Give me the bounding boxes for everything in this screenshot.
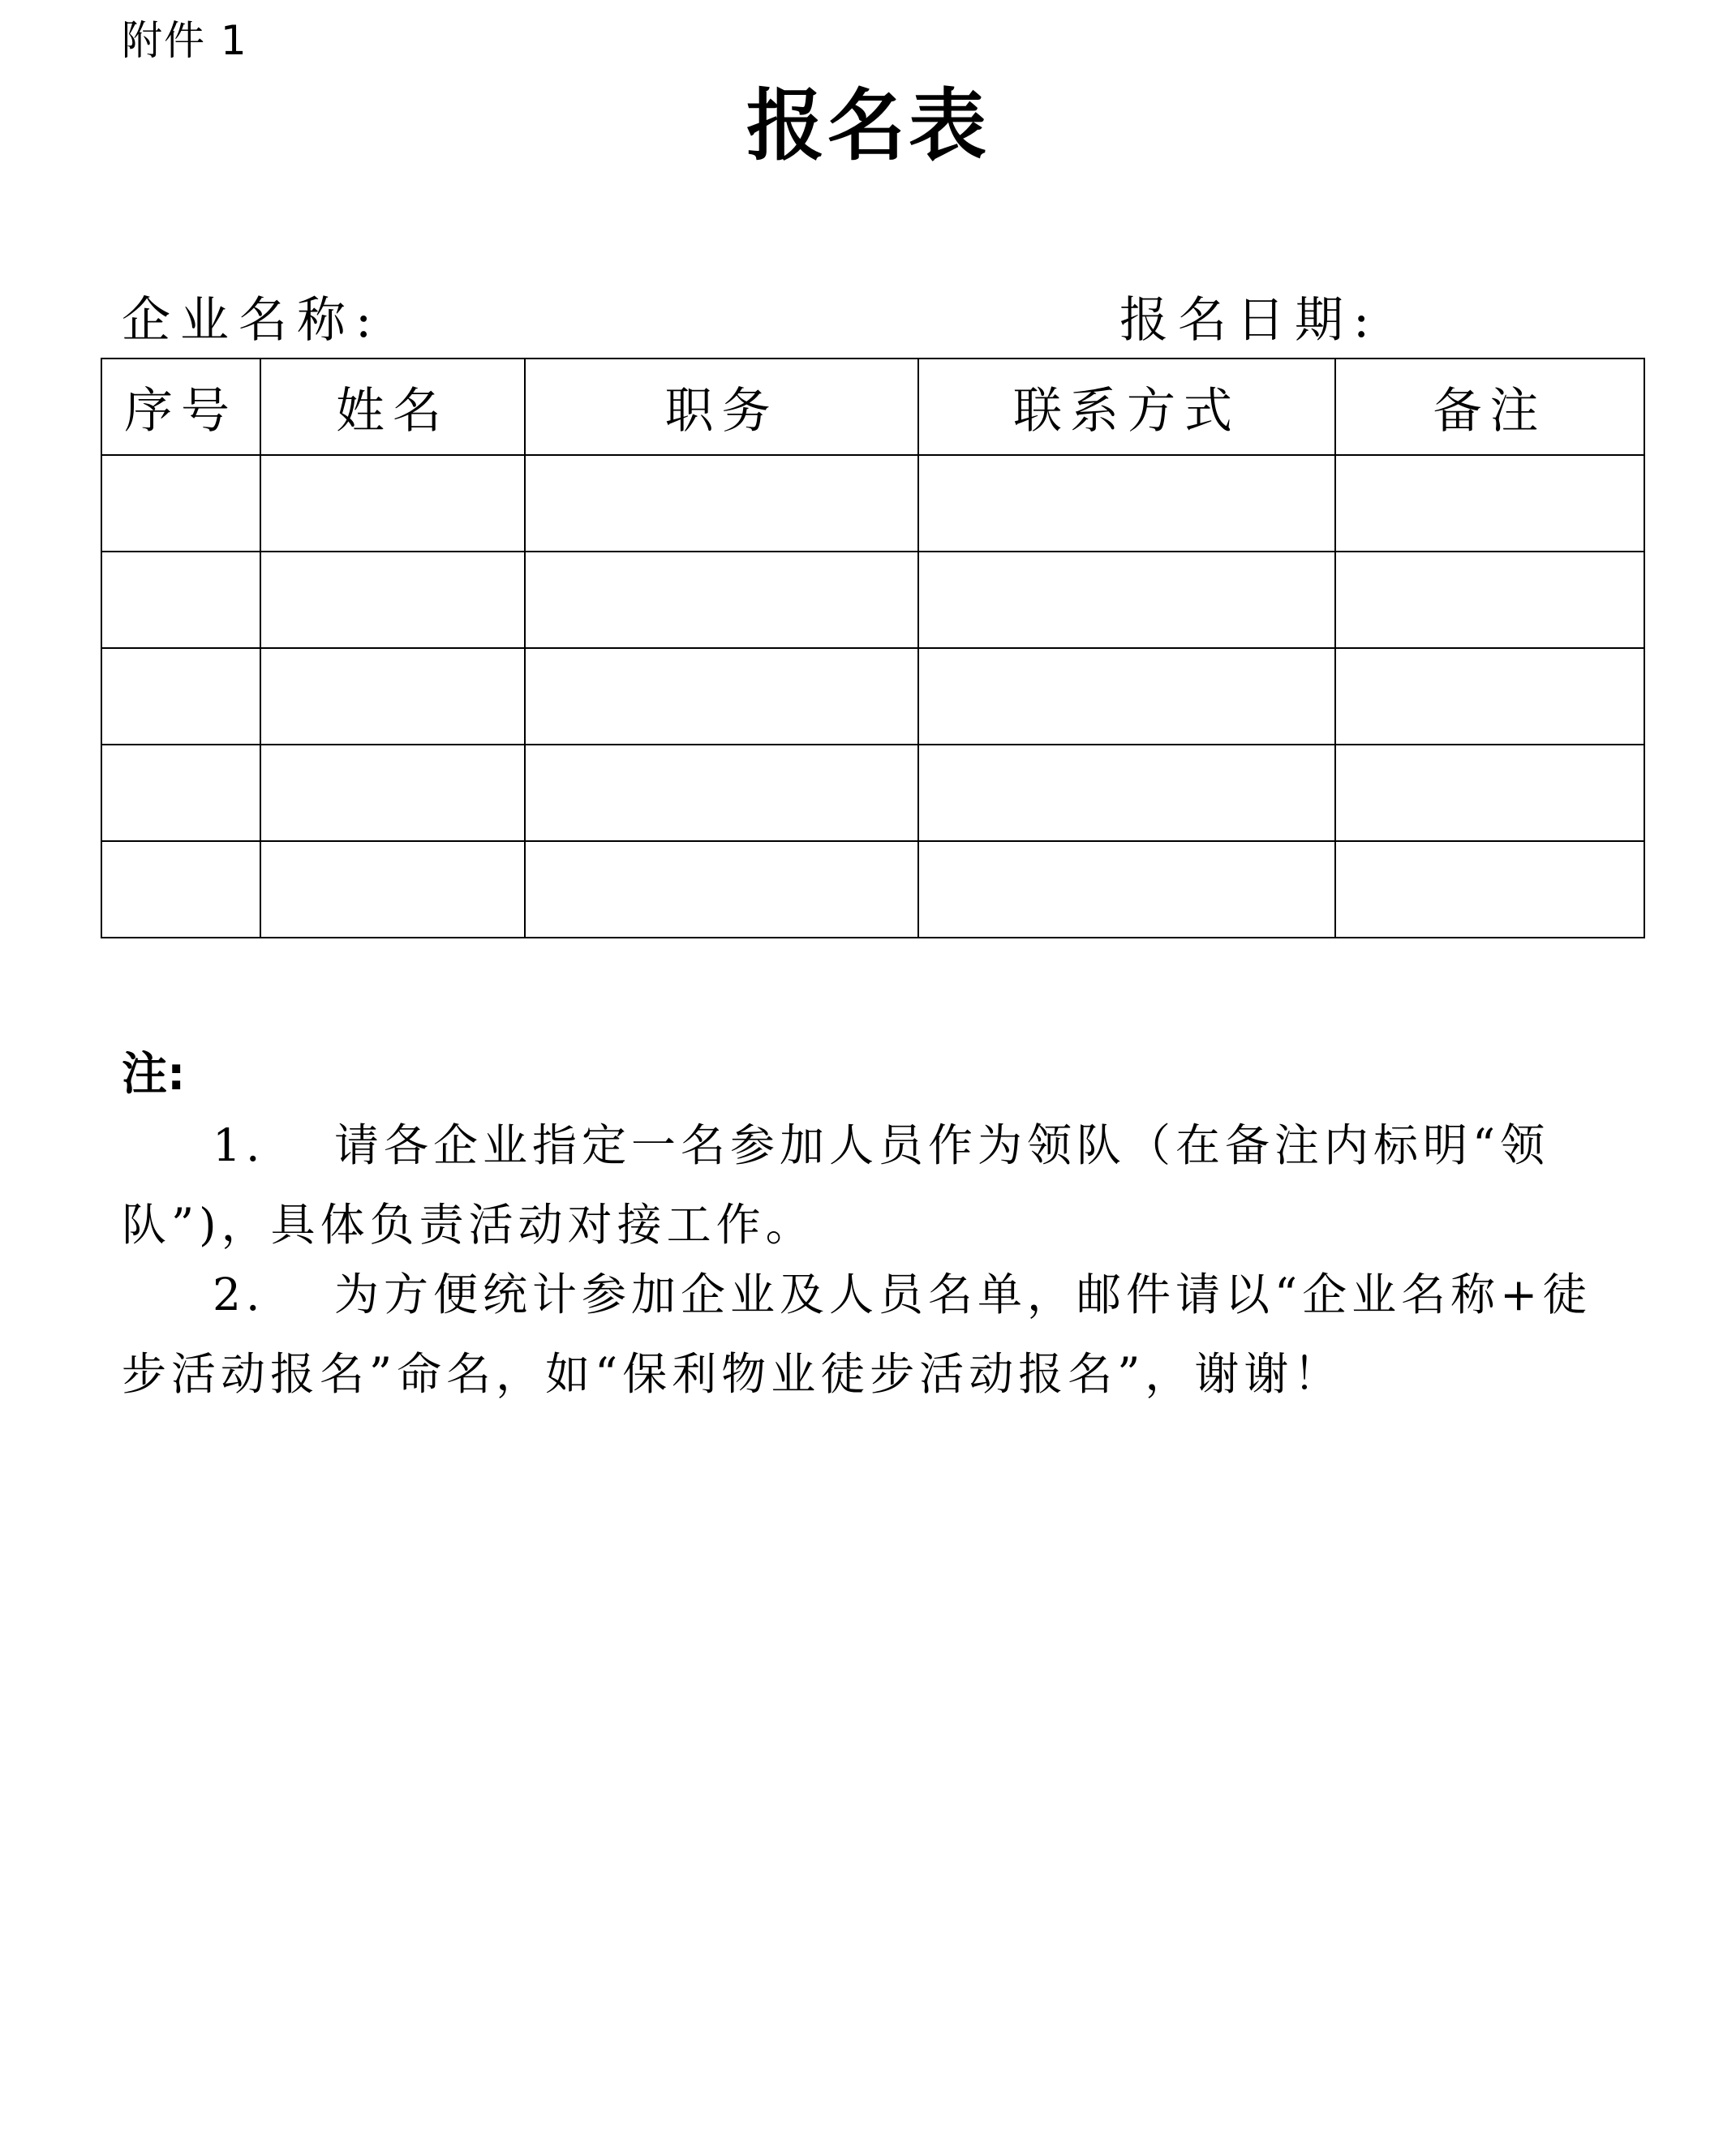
table-cell [101, 841, 260, 938]
header-remarks: 备注 [1335, 359, 1644, 455]
table-cell [101, 745, 260, 841]
table-header-row [101, 359, 1644, 455]
header-position: 职务 [525, 359, 918, 455]
table-cell [918, 455, 1335, 552]
table-cell [525, 455, 918, 552]
table-cell [918, 841, 1335, 938]
table-cell [525, 552, 918, 648]
table-cell [1335, 552, 1644, 648]
table-cell [1335, 841, 1644, 938]
company-name-label: 企业名称: [122, 292, 382, 349]
table-cell [918, 745, 1335, 841]
table-row [101, 745, 1644, 841]
table-row [101, 648, 1644, 745]
table-cell [101, 552, 260, 648]
table-cell [101, 455, 260, 552]
table-row [101, 455, 1644, 552]
header-index: 序号 [101, 359, 260, 455]
registration-date-label: 报名日期: [1119, 292, 1380, 349]
table-cell [101, 648, 260, 745]
table-cell [260, 648, 525, 745]
table-cell [525, 745, 918, 841]
table-cell [1335, 455, 1644, 552]
table-cell [525, 648, 918, 745]
header-name: 姓名 [260, 359, 525, 455]
notes-title: 注: [122, 1048, 186, 1101]
note-text: 请各企业指定一名参加人员作为领队（在备注内标明“领队”)，具体负责活动对接工作。 [122, 1119, 1550, 1251]
note-number: 1. [213, 1119, 265, 1171]
table-cell [918, 648, 1335, 745]
table-cell [1335, 648, 1644, 745]
table-cell [260, 841, 525, 938]
table-cell [1335, 745, 1644, 841]
note-text: 为方便统计参加企业及人员名单，邮件请以“企业名称+徒步活动报名”命名，如“保利物业徒步活动报名”，谢谢！ [122, 1269, 1592, 1400]
header-contact: 联系方式 [918, 359, 1335, 455]
table-row [101, 841, 1644, 938]
table-cell [260, 745, 525, 841]
table-cell [525, 841, 918, 938]
note-item-1 [122, 1106, 1622, 1265]
table-cell [918, 552, 1335, 648]
document-title: 报名表 [746, 79, 990, 171]
table-cell [260, 552, 525, 648]
note-item-2 [122, 1255, 1622, 1414]
note-number: 2. [213, 1269, 265, 1320]
attachment-label: 附件 1 [122, 17, 248, 64]
table-row [101, 552, 1644, 648]
table-cell [260, 455, 525, 552]
registration-table [101, 358, 1645, 938]
